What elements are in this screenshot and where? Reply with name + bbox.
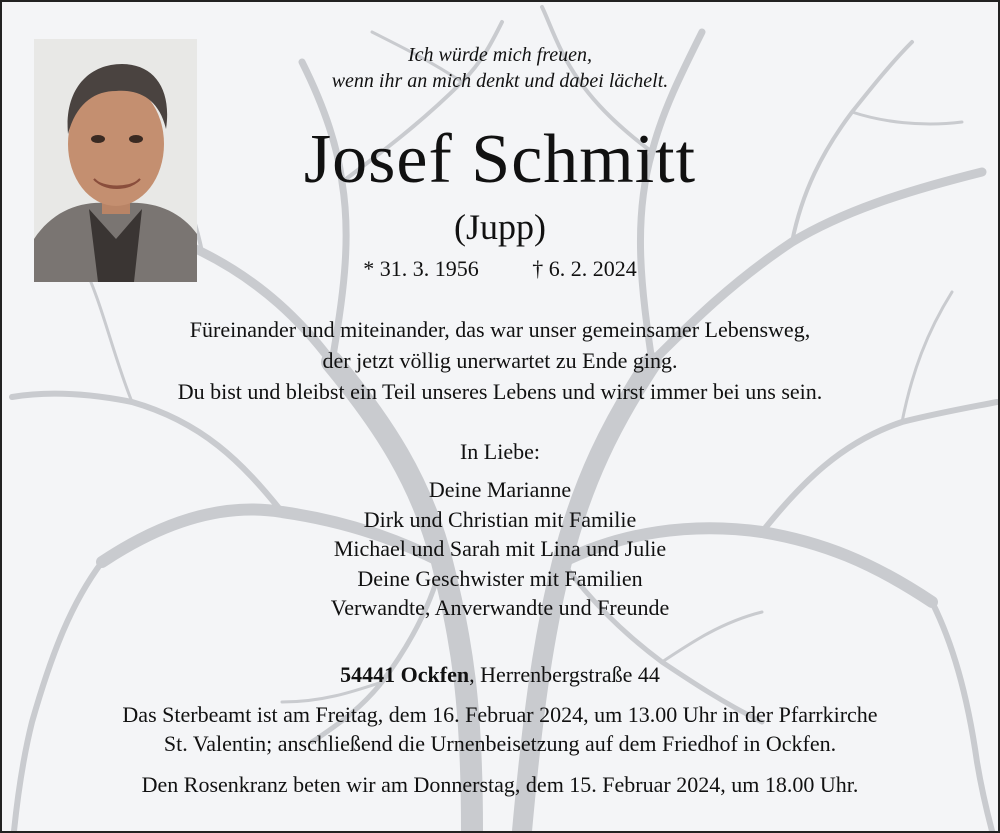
mourner-entry: Michael und Sarah mit Lina und Julie [333, 536, 667, 561]
verse-line: Du bist und bleibst ein Teil unseres Lebens und wirst immer bei uns sein. [177, 379, 823, 404]
deceased-nickname: (Jupp) [454, 207, 546, 247]
memorial-verse [2, 314, 998, 407]
family-address [2, 661, 998, 689]
in-love-heading: In Liebe: [459, 439, 541, 464]
birth-date: * 31. 3. 1956 [363, 256, 479, 281]
mourner-entry: Verwandte, Anverwandte und Freunde [330, 595, 670, 620]
mourners-list [2, 475, 998, 623]
funeral-service-info [2, 700, 998, 758]
mourner-entry: Deine Marianne [428, 477, 572, 502]
service-line: St. Valentin; anschließend die Urnenbeisetzung auf dem Friedhof in Ockfen. [163, 731, 837, 756]
mourner-entry: Dirk und Christian mit Familie [363, 506, 637, 532]
mourner-entry: Deine Geschwister mit Familien [357, 565, 643, 591]
verse-line: Füreinander und miteinander, das war unser gemeinsamer Lebensweg, [189, 317, 811, 342]
verse-line: der jetzt völlig unerwartet zu Ende ging. [322, 348, 678, 373]
motto-line: wenn ihr an mich denkt und dabei lächelt. [331, 70, 669, 92]
address-zip-town: 54441 Ockfen [340, 662, 470, 687]
death-date: † 6. 2. 2024 [532, 256, 637, 281]
service-line: Das Sterbeamt ist am Freitag, dem 16. Februar 2024, um 13.00 Uhr in der Pfarrkirche [122, 702, 878, 727]
address-street: , Herrenbergstraße 44 [469, 662, 660, 687]
motto-quote [2, 42, 998, 94]
deceased-name: Josef Schmitt [303, 121, 697, 198]
life-dates [2, 255, 998, 283]
motto-line: Ich würde mich freuen, [407, 44, 593, 66]
rosary-info: Den Rosenkranz beten wir am Donnerstag, dem 15. Februar 2024, um 18.00 Uhr. [141, 772, 859, 797]
